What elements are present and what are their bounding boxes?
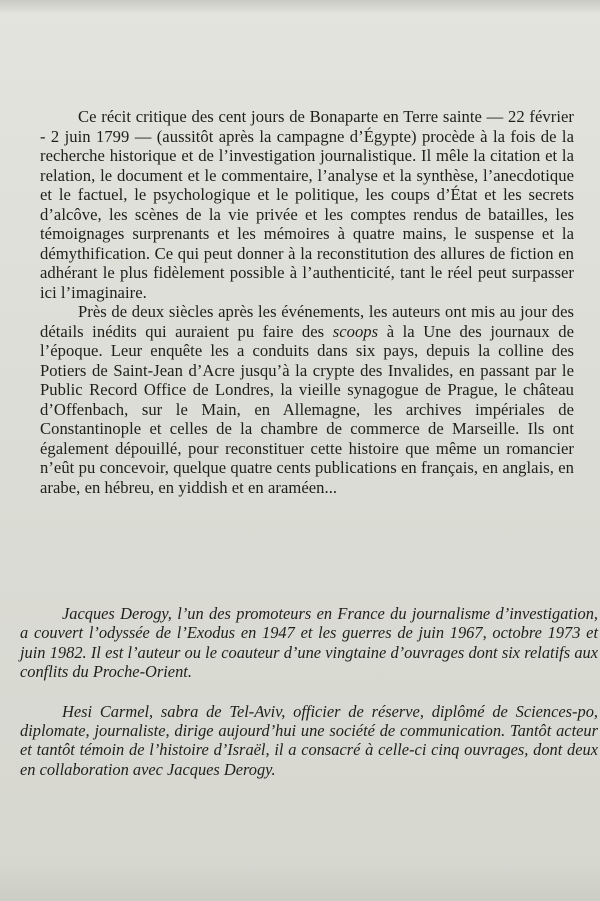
summary-text [40, 107, 574, 497]
authors-bios [20, 604, 598, 779]
summary-paragraph-2-end: à la Une des journaux de l’époque. Leur enquête les a conduits dans six pays, depuis la colline des Potiers de Saint-Jean d’Acre jusqu’à la crypte des Invalides, en passant par le Public Record Office de Londres, la vieille synagogue de Prague, le château d’Offenbach, sur le Main, en Allemagne, les archives impériales de Constantinople et celles de la chambre de commerce de Marseille. Ils ont également dépouillé, pour reconstituer cette histoire que même un romancier n’eût pu concevoir, quelque quatre cents publications en français, en anglais, en arabe, en hébreu, en yiddish et en araméen... [40, 321, 574, 497]
page-bottom-shade [0, 861, 600, 901]
carmel-bio: Hesi Carmel, sabra de Tel-Aviv, officier de réserve, diplômé de Sciences-po, diplomate, journaliste, dirige aujourd’hui une société de communication. Tantôt acteur et tantôt témoin de l’histoire d’Israël, il a consacré à celle-ci cinq ouvrages, dont deux en collaboration avec Jacques Derogy. [20, 701, 598, 779]
summary-paragraph-1: Ce récit critique des cent jours de Bonaparte en Terre sainte — 22 février - 2 juin 1799 — (aussitôt après la campagne d’Égypte) procède à la fois de la recherche historique et de l’investigation journalistique. Il mêle la citation et la relation, le document et le commentaire, l’analyse et la synthèse, l’anecdotique et le factuel, le psychologique et le politique, les coups d’État et les secrets d’alcôve, les scènes de la vie privée et les comptes rendus de batailles, les témoignages surprenants et les mémoires à quatre mains, le suspense et la démythification. Ce qui peut donner à la reconstitution des allures de fiction en adhérant le plus fidèlement possible à l’authenticité, tant le réel peut surpasser ici l’imaginaire. [40, 107, 574, 302]
derogy-bio: Jacques Derogy, l’un des promoteurs en France du journalisme d’investigation, a couvert l’odyssée de l’Exodus en 1947 et les guerres de juin 1967, octobre 1973 et juin 1982. Il est l’auteur ou le coauteur d’une vingtaine d’ouvrages dont six relatifs aux conflits du Proche-Orient. [20, 604, 598, 682]
scoops-word: scoops [332, 321, 379, 341]
summary-paragraph-2 [40, 302, 574, 497]
page-top-edge [0, 0, 600, 14]
summary-paragraph-2-start: Près de deux siècles après les événements, les auteurs ont mis au jour des détails inédits qui auraient pu faire des [40, 302, 574, 341]
